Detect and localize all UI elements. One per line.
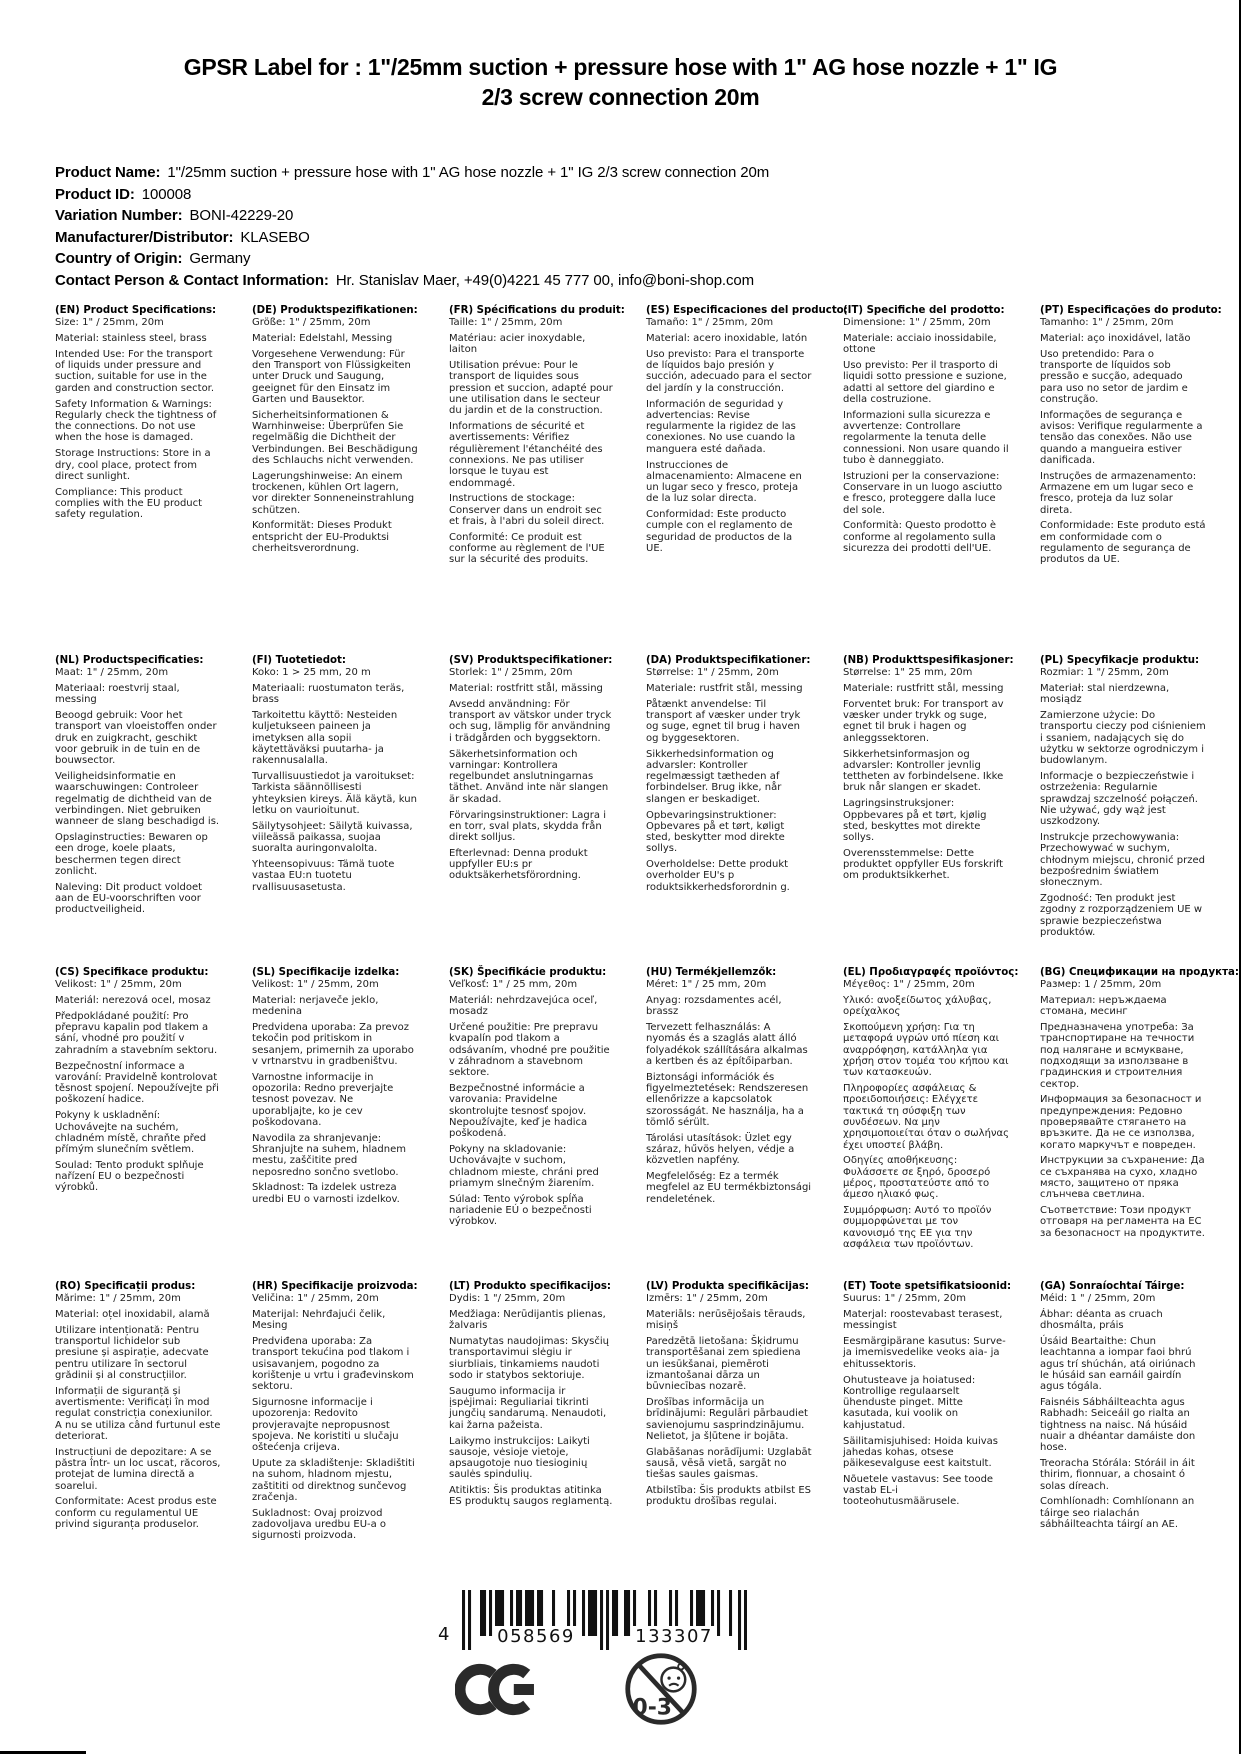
- lang-paragraph: Atitiktis: Šis produktas atitinka ES produktų saugos reglamentą.: [449, 1485, 613, 1508]
- lang-paragraph: Tamaño: 1" / 25mm, 20m: [646, 317, 774, 329]
- lang-paragraph: Bezpečnostné informácie a varovania: Pravidelne skontrolujte tesnosť spojov. Nepoužívajte, keď je hadica poškodená.: [449, 1083, 588, 1140]
- lang-header: (DA) Produktspecifikationer:: [646, 655, 811, 666]
- lang-paragraph: Mărime: 1" / 25mm, 20m: [55, 1293, 181, 1305]
- lang-paragraph: Conformité: Ce produit est conforme au règlement de l'UE sur la sécurité des produits.: [449, 531, 605, 566]
- lang-paragraph: Съответствие: Този продукт отговаря на регламента на ЕС за безопасност на продуктите.: [1040, 1205, 1205, 1239]
- lang-block-ro: [55, 1281, 221, 1546]
- lang-paragraph: Dimensione: 1" / 25mm, 20m: [843, 317, 991, 329]
- lang-paragraph: Méret: 1" / 25 mm, 20m: [646, 979, 767, 991]
- page-title: [0, 52, 1241, 113]
- lang-block-pl: [1040, 655, 1206, 967]
- lang-paragraph: Navodila za shranjevanje: Shranjujte na suhem, hladnem mestu, zaščitite pred neposredno sončno svetlobo.: [252, 1132, 407, 1178]
- field-value: BONI-42229-20: [189, 207, 294, 224]
- lang-paragraph: Lagringsinstruksjoner: Oppbevares på et tørt, kjølig sted, beskyttes mot direkte sollys.: [843, 798, 987, 844]
- lang-header: (HR) Specifikacije proizvoda:: [252, 1281, 418, 1292]
- lang-paragraph: Vorgesehene Verwendung: Für den Transport von Flüssigkeiten unter Druck und Saugung, geeignet für den Einsatz im Garten und Bausektor.: [252, 348, 411, 406]
- lang-block-pt: [1040, 305, 1222, 655]
- lang-block-fi: [252, 655, 418, 967]
- lang-paragraph: Faisnéis Sábháilteachta agus Rabhadh: Seiceáil go rialta an tightness na naisc. Ná húsáid nuair a dhéantar damáiste don hose.: [1040, 1397, 1196, 1454]
- lang-paragraph: Předpokládané použití: Pro přepravu kapalin pod tlakem a sání, vhodné pro použití v zahradním a stavebním sektoru.: [55, 1010, 218, 1056]
- lang-paragraph: Instruções de armazenamento: Armazene em um lugar seco e fresco, proteja da luz solar direta.: [1040, 470, 1197, 516]
- lang-block-cs: [55, 967, 221, 1281]
- lang-header: (SK) Špecifikácie produktu:: [449, 967, 607, 978]
- lang-paragraph: Material: rostfritt stål, mässing: [449, 683, 603, 695]
- lang-paragraph: Material: nerjaveče jeklo, medenina: [252, 995, 379, 1018]
- lang-paragraph: Opbevaringsinstruktioner: Opbevares på et tørt, køligt sted, beskytter mod direkte sollys.: [646, 809, 785, 855]
- lang-paragraph: Materiál: nehrdzavejúca oceľ, mosadz: [449, 995, 598, 1018]
- lang-paragraph: Beoogd gebruik: Voor het transport van vloeistoffen onder druk en zuigkracht, geschikt voor gebruik in de tuin en de bouwsector.: [55, 710, 217, 767]
- lang-paragraph: Informations de sécurité et avertissements: Vérifiez régulièrement l'étanchéité des connexions. Ne pas utiliser lorsque le tuyau est endommagé.: [449, 421, 603, 489]
- lang-paragraph: Velikost: 1" / 25mm, 20m: [55, 979, 182, 991]
- page-title-text: GPSR Label for : 1"/25mm suction + pressure hose with 1" AG hose nozzle + 1" IG 2/3 screw connection 20m: [183, 54, 1058, 111]
- field-label: Product ID:: [55, 185, 135, 203]
- lang-paragraph: Pokyny na skladovanie: Uchovávajte v suchom, chladnom mieste, chráni pred priamym slnečným žiarením.: [449, 1144, 599, 1189]
- lang-paragraph: Materjal: roostevabast terasest, messingist: [843, 1309, 1003, 1332]
- lang-paragraph: Tervezett felhasználás: A nyomás és a szaglás alatt álló folyadékok szállítására alkalmas a kertben és az építőiparban.: [646, 1022, 808, 1068]
- lang-paragraph: Conformità: Questo prodotto è conforme al regolamento sulla sicurezza dei prodotti dell'UE.: [843, 520, 997, 555]
- lang-header: (BG) Спецификации на продукта:: [1040, 967, 1239, 978]
- lang-paragraph: Intended Use: For the transport of liquids under pressure and suction, suitable for use in the garden and construction sector.: [55, 348, 215, 394]
- lang-paragraph: Skladnost: Ta izdelek ustreza uredbi EU o varnosti izdelkov.: [252, 1182, 400, 1205]
- lang-paragraph: Konformität: Dieses Produkt entspricht der EU-Produktsi cherheitsverordnung.: [252, 520, 392, 555]
- lang-block-sv: [449, 655, 615, 967]
- lang-paragraph: Sigurnosne informacije i upozorenja: Redovito provjeravajte nepropusnost spojeva. Ne koristiti u slučaju oštećenja crijeva.: [252, 1397, 399, 1454]
- lang-paragraph: Anyag: rozsdamentes acél, brassz: [646, 995, 782, 1018]
- lang-header: (PT) Especificações do produto:: [1040, 305, 1222, 316]
- lang-header: (NL) Productspecificaties:: [55, 655, 204, 666]
- lang-header: (NB) Produkttspesifikasjoner:: [843, 655, 1014, 666]
- lang-header: (LV) Produkta specifikācijas:: [646, 1281, 809, 1292]
- lang-paragraph: Информация за безопасност и предупреждения: Редовно проверявайте стягането на връзките. Да не се използва, когато маркучът е повреден.: [1040, 1094, 1202, 1151]
- lang-paragraph: Materiaal: roestvrij staal, messing: [55, 683, 180, 706]
- lang-paragraph: Sicherheitsinformationen & Warnhinweise: Überprüfen Sie regelmäßig die Dichtheit der Verbindungen. Bei Beschädigung des Schlauchs nicht verwenden.: [252, 409, 418, 466]
- lang-block-hr: [252, 1281, 418, 1546]
- lang-header: (HU) Termékjellemzők:: [646, 967, 777, 978]
- lang-header: (SV) Produktspecifikationer:: [449, 655, 613, 666]
- lang-paragraph: Velikost: 1" / 25mm, 20m: [252, 979, 379, 991]
- lang-paragraph: Glabāšanas norādījumi: Uzglabāt sausā, vēsā vietā, sargāt no tiešas saules gaismas.: [646, 1446, 812, 1481]
- lang-paragraph: Nõuetele vastavus: See toode vastab EL-i tooteohutusmäärusele.: [843, 1473, 994, 1508]
- lang-paragraph: Storage Instructions: Store in a dry, cool place, protect from direct sunlight.: [55, 448, 211, 482]
- lang-paragraph: Laikymo instrukcijos: Laikyti sausoje, vėsioje vietoje, apsaugotoje nuo tiesioginių saulės spindulių.: [449, 1435, 590, 1481]
- lang-block-el: [843, 967, 1019, 1281]
- lang-paragraph: Información de seguridad y advertencias: Revise regularmente la rigidez de las conexiones. No use cuando la manguera esté dañada.: [646, 398, 796, 455]
- lang-header: (LT) Produkto specifikacijos:: [449, 1281, 611, 1292]
- lang-header: (SL) Specifikacije izdelka:: [252, 967, 400, 978]
- lang-paragraph: Zamierzone użycie: Do transportu cieczy pod ciśnieniem i ssaniem, nadających się do użytku w sektorze ogrodniczym i budowlanym.: [1040, 710, 1206, 767]
- lang-paragraph: Materiāls: nerūsējošais tērauds, misiņš: [646, 1309, 806, 1332]
- lang-header: (ET) Toote spetsifikatsioonid:: [843, 1281, 1012, 1292]
- lang-header: (FI) Tuotetiedot:: [252, 655, 346, 666]
- lang-paragraph: Predviđena uporaba: Za transport tekućina pod tlakom i usisavanjem, pogodno za korištenje u vrtu i građevinskom sektoru.: [252, 1336, 414, 1393]
- lang-block-nl: [55, 655, 221, 967]
- lang-header: (GA) Sonraíochtaí Táirge:: [1040, 1281, 1185, 1292]
- lang-paragraph: Forventet bruk: For transport av væsker under trykk og suge, egnet til bruk i hagen og anleggssektoren.: [843, 698, 1004, 744]
- lang-paragraph: Materiál: nerezová ocel, mosaz: [55, 995, 211, 1007]
- lang-paragraph: Säilytysohjeet: Säilytä kuivassa, viileässä paikassa, suojaa suoralta auringonvalolta.: [252, 820, 413, 855]
- lang-paragraph: Conformidad: Este producto cumple con el reglamento de seguridad de productos de la UE.: [646, 509, 793, 555]
- product-info-row: [55, 227, 1201, 249]
- lang-paragraph: Материал: неръждаема стомана, месинг: [1040, 995, 1167, 1018]
- lang-paragraph: Paredzētā lietošana: Šķidrumu transportēšanai zem spiediena un iesūkšanai, piemēroti izmantošanai dārza un būvniecības nozarē.: [646, 1336, 801, 1393]
- lang-paragraph: Utilizare intenționată: Pentru transportul lichidelor sub presiune și aspirație, adecvate pentru utilizare în sectorul grădinii și al construcțiilor.: [55, 1324, 209, 1382]
- lang-paragraph: Overensstemmelse: Dette produktet oppfyller EUs forskrift om produktsikkerhet.: [843, 847, 1004, 882]
- lang-block-da: [646, 655, 812, 967]
- lang-paragraph: Istruzioni per la conservazione: Conservare in un luogo asciutto e fresco, proteggere dalla luce del sole.: [843, 470, 1003, 516]
- lang-header: (ES) Especificaciones del producto:: [646, 305, 848, 316]
- field-label: Variation Number:: [55, 207, 183, 224]
- lang-paragraph: Storlek: 1" / 25mm, 20m: [449, 667, 573, 679]
- lang-paragraph: Informazioni sulla sicurezza e avvertenze: Controllare regolarmente la tenuta delle connessioni. Non usare quando il tubo è danneggiato.: [843, 409, 1009, 466]
- lang-paragraph: Materiale: acciaio inossidabile, ottone: [843, 333, 997, 356]
- lang-paragraph: Размер: 1 / 25mm, 20m: [1040, 979, 1162, 991]
- lang-paragraph: Atbilstība: Šis produkts atbilst ES produktu drošības regulai.: [646, 1485, 812, 1508]
- field-value: Germany: [189, 250, 251, 267]
- lang-paragraph: Rozmiar: 1 "/ 25mm, 20m: [1040, 667, 1169, 679]
- field-value: 100008: [141, 185, 192, 203]
- lang-paragraph: Eesmärgipärane kasutus: Surve- ja imemisvedelike veoks aia- ja ehitussektoris.: [843, 1336, 1006, 1370]
- lang-paragraph: Conformitate: Acest produs este conform cu regulamentul UE privind siguranța produselor.: [55, 1496, 217, 1531]
- lang-paragraph: Förvaringsinstruktioner: Lagra i en torr, sval plats, skydda från direkt solljus.: [449, 809, 606, 844]
- lang-paragraph: Οδηγίες αποθήκευσης: Φυλάσσετε σε ξηρό, δροσερό μέρος, προστατεύστε από το άμεσο ηλιακό φως.: [843, 1155, 991, 1201]
- lang-paragraph: Sikkerhetsinformasjon og advarsler: Kontroller jevnlig tettheten av forbindelsene. Ikke bruk når slangen er skadet.: [843, 748, 1004, 794]
- lang-paragraph: Safety Information & Warnings: Regularly check the tightness of the connections. Do not use when the hose is damaged.: [55, 398, 217, 444]
- lang-paragraph: Súlad: Tento výrobok spĺňa nariadenie EÚ o bezpečnosti výrobkov.: [449, 1193, 592, 1228]
- lang-block-es: [646, 305, 848, 655]
- lang-paragraph: Υλικό: ανοξείδωτος χάλυβας, ορείχαλκος: [843, 995, 992, 1018]
- lang-block-fr: [449, 305, 625, 655]
- lang-paragraph: Uso previsto: Per il trasporto di liquidi sotto pressione e suzione, adatti al settore del giardino e della costruzione.: [843, 360, 1007, 406]
- lang-block-bg: [1040, 967, 1239, 1281]
- lang-paragraph: Instrucțiuni de depozitare: A se păstra într- un loc uscat, răcoros, protejat de lumina directă a soarelui.: [55, 1446, 221, 1492]
- product-info: [55, 162, 1201, 291]
- lang-paragraph: Drošības informācija un brīdinājumi: Regulāri pārbaudiet savienojumu sasprindzinājumu. Nelietot, ja šļūtene ir bojāta.: [646, 1397, 808, 1442]
- lang-paragraph: Størrelse: 1" / 25mm, 20m: [646, 667, 779, 679]
- lang-paragraph: Méid: 1 " / 25mm, 20m: [1040, 1293, 1156, 1305]
- lang-paragraph: Yhteensopivuus: Tämä tuote vastaa EU:n tuotetu rvallisuusasetusta.: [252, 859, 395, 893]
- lang-block-lt: [449, 1281, 615, 1546]
- lang-paragraph: Material: Edelstahl, Messing: [252, 333, 393, 345]
- lang-paragraph: Dydis: 1 "/ 25mm, 20m: [449, 1293, 566, 1305]
- lang-block-sk: [449, 967, 615, 1281]
- field-label: Manufacturer/Distributor:: [55, 228, 234, 246]
- lang-paragraph: Tarkoitettu käyttö: Nesteiden kuljetukseen paineen ja imetyksen alla sopii käytettäväksi puutarha- ja rakennusalalla.: [252, 710, 398, 767]
- lang-paragraph: Conformidade: Este produto está em conformidade com o regulamento de segurança de produtos da UE.: [1040, 520, 1206, 566]
- lang-block-en: [55, 305, 221, 655]
- lang-paragraph: Lagerungshinweise: An einem trockenen, kühlen Ort lagern, vor direkter Sonneneinstrahlung schützen.: [252, 470, 415, 516]
- age-warning-text: 0-3: [632, 1695, 672, 1721]
- lang-paragraph: Avsedd användning: För transport av vätskor under tryck och sug, lämplig för användning i trädgården och byggsektorn.: [449, 698, 612, 744]
- lang-paragraph: Zgodność: Ten produkt jest zgodny z rozporządzeniem UE w sprawie bezpieczeństwa produktów.: [1040, 893, 1203, 938]
- lang-paragraph: Comhlíonadh: Comhlíonann an táirge seo rialachán sábháilteachta táirgí an AE.: [1040, 1496, 1195, 1531]
- lang-paragraph: Instructions de stockage: Conserver dans un endroit sec et frais, à l'abri du soleil direct.: [449, 493, 605, 527]
- language-grid: [55, 305, 1239, 1546]
- lang-paragraph: Materiaali: ruostumaton teräs, brass: [252, 683, 405, 706]
- lang-paragraph: Upute za skladištenje: Skladištiti na suhom, hladnom mjestu, zaštititi od direktnog sunčevog zračenja.: [252, 1458, 415, 1503]
- lang-paragraph: Størrelse: 1" 25 mm, 20m: [843, 667, 973, 679]
- lang-paragraph: Pokyny k uskladnění: Uchovávejte na suchém, chladném místě, chraňte před přímým slunečním světlem.: [55, 1110, 207, 1156]
- product-info-row: [55, 248, 1201, 270]
- lang-paragraph: Größe: 1" / 25mm, 20m: [252, 317, 371, 329]
- ce-mark-icon: [455, 1660, 539, 1719]
- lang-block-de: [252, 305, 418, 655]
- barcode-group2: 133307: [632, 1626, 716, 1647]
- lang-paragraph: Varnostne informacije in opozorila: Redno preverjajte tesnost povezav. Ne uporabljajte, ko je cev poškodovana.: [252, 1071, 394, 1128]
- lang-paragraph: Säilitamisjuhised: Hoida kuivas jahedas kohas, otsese päikesevalguse eest kaitstult.: [843, 1435, 999, 1470]
- lang-paragraph: Bezpečnostní informace a varování: Pravidelně kontrolovat těsnost spojení. Nepoužívejte při poškození hadice.: [55, 1060, 219, 1106]
- lang-header: (IT) Specifiche del prodotto:: [843, 305, 1005, 316]
- lang-paragraph: Treoracha Stórála: Stóráil in áit thirim, fionnuar, a chosaint ó solas díreach.: [1040, 1458, 1195, 1492]
- lang-paragraph: Påtænkt anvendelse: Til transport af væsker under tryk og suge, egnet til brug i haven og byggesektoren.: [646, 698, 801, 744]
- lang-paragraph: Veľkosť: 1" / 25 mm, 20m: [449, 979, 578, 991]
- lang-paragraph: Materiał: stal nierdzewna, mosiądz: [1040, 683, 1170, 706]
- lang-block-et: [843, 1281, 1012, 1546]
- lang-paragraph: Συμμόρφωση: Αυτό το προϊόν συμμορφώνεται με τον κανονισμό της ΕΕ για την ασφάλεια των προϊόντων.: [843, 1205, 992, 1250]
- lang-paragraph: Instrucciones de almacenamiento: Almacene en un lugar seco y fresco, proteja de la luz solar directa.: [646, 459, 802, 505]
- lang-paragraph: Informacje o bezpieczeństwie i ostrzeżenia: Regularnie sprawdzaj szczelność połączeń. Nie używać, gdy wąż jest uszkodzony.: [1040, 771, 1198, 828]
- lang-paragraph: Size: 1" / 25mm, 20m: [55, 317, 164, 329]
- lang-header: (EN) Product Specifications:: [55, 305, 217, 316]
- product-info-row: [55, 270, 1201, 292]
- barcode: [438, 1590, 747, 1654]
- field-label: Country of Origin:: [55, 250, 183, 267]
- lang-block-it: [843, 305, 1009, 655]
- lang-paragraph: Biztonsági információk és figyelmeztetések: Rendszeresen ellenőrizze a kapcsolatok szorosságát. Ne használja, ha a tömlő sérült.: [646, 1071, 809, 1128]
- lang-header: (RO) Specificații produs:: [55, 1281, 196, 1292]
- lang-paragraph: Materijal: Nehrđajući čelik, Mesing: [252, 1309, 386, 1332]
- lang-paragraph: Megfelelőség: Ez a termék megfelel az EU termékbiztonsági rendeletének.: [646, 1171, 812, 1205]
- lang-paragraph: Uso previsto: Para el transporte de líquidos bajo presión y succión, adecuado para el sector del jardín y la construcción.: [646, 348, 812, 394]
- field-value: Hr. Stanislav Maer, +49(0)4221 45 777 00, info@boni-shop.com: [335, 271, 755, 289]
- lang-paragraph: Určené použitie: Pre prepravu kvapalín pod tlakom a odsávaním, vhodné pre použitie v záhradnom a stavebnom sektore.: [449, 1022, 610, 1079]
- lang-block-ga: [1040, 1281, 1206, 1546]
- lang-paragraph: Materiale: rustfritt stål, messing: [843, 683, 1004, 695]
- lang-paragraph: Säkerhetsinformation och varningar: Kontrollera regelbundet anslutningarnas täthet. Använd inte när slangen är skadad.: [449, 748, 609, 805]
- lang-header: (PL) Specyfikacje produktu:: [1040, 655, 1200, 666]
- lang-paragraph: Instrukcje przechowywania: Przechowywać w suchym, chłodnym miejscu, chronić przed bezpośrednim światłem słonecznym.: [1040, 832, 1206, 889]
- lang-paragraph: Medžiaga: Nerūdijantis plienas, žalvaris: [449, 1309, 606, 1332]
- lang-paragraph: Predvidena uporaba: Za prevoz tekočin pod pritiskom in sesanjem, primernih za uporabo v vrtnarstvu in gradbeništvu.: [252, 1022, 414, 1068]
- lang-paragraph: Úsáid Beartaithe: Chun leachtanna a iompar faoi bhrú agus trí shúchán, atá oiriúnach le húsáid san earnáil gairdín agus tógála.: [1040, 1336, 1196, 1393]
- barcode-prefix-digit: 4: [438, 1624, 450, 1645]
- lang-paragraph: Ábhar: déanta as cruach dhosmálta, práis: [1040, 1309, 1163, 1332]
- lang-header: (CS) Specifikace produktu:: [55, 967, 209, 978]
- lang-paragraph: Tamanho: 1" / 25mm, 20m: [1040, 317, 1174, 329]
- lang-paragraph: Utilisation prévue: Pour le transport de liquides sous pression et succion, adapté pour une utilisation dans le secteur du jardin et de la construction.: [449, 360, 613, 417]
- lang-paragraph: Material: oțel inoxidabil, alamă: [55, 1309, 210, 1321]
- age-warning-0-3-icon: [623, 1651, 699, 1727]
- lang-paragraph: Πληροφορίες ασφάλειας & προειδοποιήσεις: Ελέγχετε τακτικά τη σύσφιξη των συνδέσεων. Να μην χρησιμοποιείται όταν ο σωλήνας έχει υποστεί βλάβη.: [843, 1083, 1009, 1151]
- lang-paragraph: Informações de segurança e avisos: Verifique regularmente a tensão das conexões. Não use quando a mangueira estiver danificada.: [1040, 409, 1203, 466]
- lang-paragraph: Koko: 1 > 25 mm, 20 m: [252, 667, 371, 679]
- lang-paragraph: Sikkerhedsinformation og advarsler: Kontroller regelmæssigt tætheden af forbindelser. Brug ikke, når slangen er beskadiget.: [646, 748, 782, 805]
- product-info-row: [55, 184, 1201, 206]
- lang-paragraph: Material: stainless steel, brass: [55, 333, 207, 345]
- lang-paragraph: Naleving: Dit product voldoet aan de EU-voorschriften voor productveiligheid.: [55, 881, 203, 916]
- lang-paragraph: Numatytas naudojimas: Skysčių transportavimui slėgiu ir siurbliais, tinkamiems naudoti sodo ir statybos sektoriuje.: [449, 1336, 609, 1382]
- lang-paragraph: Инструкции за съхранение: Да се съхранява на сухо, хладно място, защитено от пряка слънчева светлина.: [1040, 1155, 1205, 1201]
- lang-paragraph: Veličina: 1" / 25mm, 20m: [252, 1293, 379, 1305]
- lang-block-hu: [646, 967, 812, 1281]
- lang-paragraph: Informații de siguranță și avertismente: Verificați în mod regulat constricția conexiunilor. A nu se utiliza când furtunul este deteriorat.: [55, 1385, 221, 1442]
- lang-paragraph: Material: acero inoxidable, latón: [646, 333, 808, 345]
- lang-paragraph: Saugumo informacija ir įspėjimai: Reguliariai tikrinti jungčių sandarumą. Nenaudoti, kai žarna pažeista.: [449, 1385, 607, 1431]
- lang-paragraph: Material: aço inoxidável, latão: [1040, 333, 1191, 345]
- lang-paragraph: Opslaginstructies: Bewaren op een droge, koele plaats, beschermen tegen direct zonlicht.: [55, 832, 208, 877]
- lang-paragraph: Uso pretendido: Para o transporte de líquidos sob pressão e sucção, adequado para uso no setor de jardim e construção.: [1040, 348, 1188, 406]
- lang-paragraph: Efterlevnad: Denna produkt uppfyller EU:s pr oduktsäkerhetsförordning.: [449, 847, 588, 882]
- field-label: Product Name:: [55, 164, 161, 181]
- lang-header: (FR) Spécifications du produit:: [449, 305, 625, 316]
- lang-paragraph: Izmērs: 1" / 25mm, 20m: [646, 1293, 768, 1305]
- lang-paragraph: Ohutusteave ja hoiatused: Kontrollige regulaarselt ühenduste pinget. Mitte kasutada, kui voolik on kahjustatud.: [843, 1374, 976, 1431]
- lang-paragraph: Tárolási utasítások: Üzlet egy száraz, hűvös helyen, védje a közvetlen napfény.: [646, 1132, 795, 1167]
- lang-header: (DE) Produktspezifikationen:: [252, 305, 418, 316]
- lang-paragraph: Veiligheidsinformatie en waarschuwingen: Controleer regelmatig de dichtheid van de verbindingen. Niet gebruiken wanneer de slang beschadigd is.: [55, 771, 220, 828]
- field-label: Contact Person & Contact Information:: [55, 271, 329, 289]
- product-info-row: [55, 162, 1201, 184]
- lang-block-nb: [843, 655, 1014, 967]
- lang-paragraph: Taille: 1" / 25mm, 20m: [449, 317, 563, 329]
- lang-paragraph: Μέγεθος: 1" / 25mm, 20m: [843, 979, 975, 991]
- lang-block-lv: [646, 1281, 812, 1546]
- lang-paragraph: Compliance: This product complies with the EU product safety regulation.: [55, 486, 203, 521]
- lang-paragraph: Предназначена употреба: За транспортиране на течности под налягане и всмукване, подходящи за използване в градинския и строителния сектор.: [1040, 1022, 1195, 1090]
- lang-paragraph: Sukladnost: Ovaj proizvod zadovoljava uredbu EU-a o sigurnosti proizvoda.: [252, 1507, 387, 1542]
- lang-block-sl: [252, 967, 418, 1281]
- lang-paragraph: Overholdelse: Dette produkt overholder EU's p roduktsikkerhedsforordnin g.: [646, 859, 790, 893]
- lang-paragraph: Maat: 1" / 25mm, 20m: [55, 667, 169, 679]
- lang-paragraph: Suurus: 1" / 25mm, 20m: [843, 1293, 966, 1305]
- lang-paragraph: Turvallisuustiedot ja varoitukset: Tarkista säännöllisesti yhteyksien kireys. Älä käytä, kun letku on vaurioitunut.: [252, 771, 417, 816]
- lang-paragraph: Materiale: rustfrit stål, messing: [646, 683, 803, 695]
- lang-paragraph: Matériau: acier inoxydable, laiton: [449, 333, 586, 356]
- field-value: KLASEBO: [240, 228, 310, 246]
- field-value: 1"/25mm suction + pressure hose with 1" AG hose nozzle + 1" IG 2/3 screw connection 20m: [167, 164, 770, 181]
- lang-paragraph: Σκοπούμενη χρήση: Για τη μεταφορά υγρών υπό πίεση και αναρρόφηση, κατάλληλα για χρήση στον τομέα του κήπου και των κατασκευών.: [843, 1022, 1009, 1079]
- lang-header: (EL) Προδιαγραφές προϊόντος:: [843, 967, 1019, 978]
- barcode-group1: 058569: [494, 1626, 578, 1647]
- lang-paragraph: Soulad: Tento produkt splňuje nařízení EU o bezpečnosti výrobků.: [55, 1159, 204, 1194]
- product-info-row: [55, 205, 1201, 227]
